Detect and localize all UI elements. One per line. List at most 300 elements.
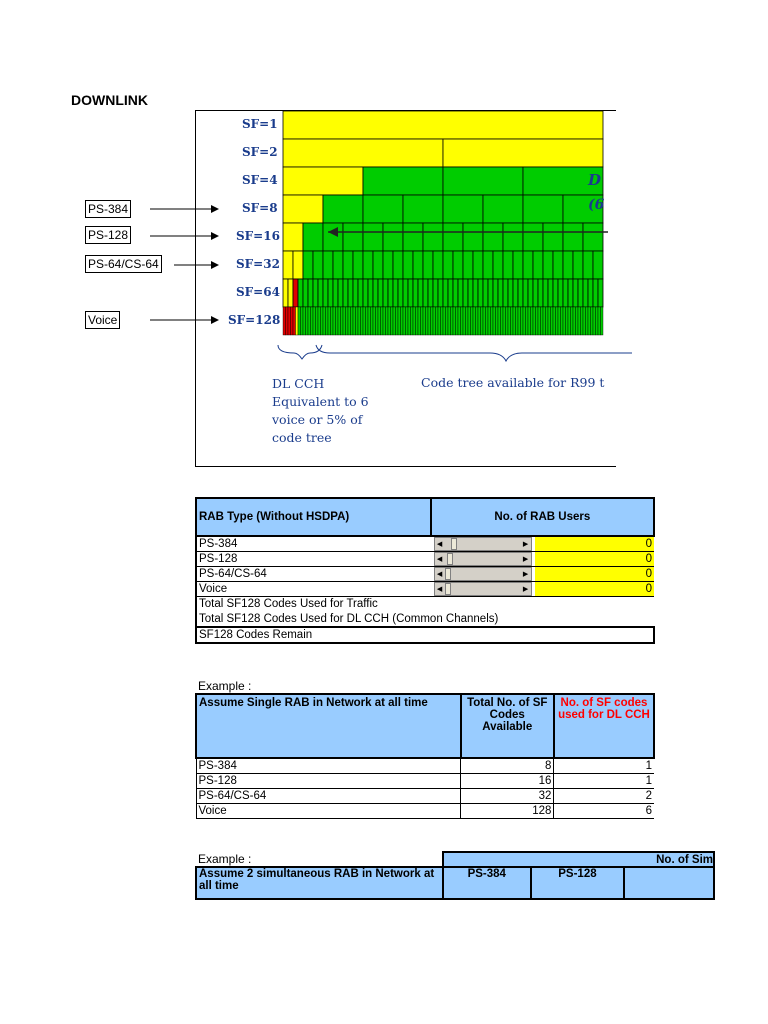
code-tree-cell bbox=[338, 279, 343, 307]
table2-row-total: 8 bbox=[461, 758, 554, 773]
code-tree-cell bbox=[513, 307, 516, 335]
table1-footer: Total SF128 Codes Used for DL CCH (Common Channels) bbox=[196, 612, 654, 627]
code-tree-cell bbox=[403, 279, 408, 307]
dl-cch-note-line-2: Equivalent to 6 bbox=[272, 394, 369, 409]
code-tree-cell bbox=[483, 251, 493, 279]
code-tree-cell bbox=[303, 279, 308, 307]
code-tree-cell bbox=[508, 279, 513, 307]
rab-box-voice: Voice bbox=[85, 311, 120, 329]
code-tree-cell bbox=[461, 307, 464, 335]
code-tree-cell bbox=[433, 279, 438, 307]
code-tree-cell bbox=[443, 167, 523, 195]
code-tree-cell bbox=[361, 307, 364, 335]
code-tree-cell bbox=[303, 307, 306, 335]
code-tree-cell bbox=[548, 279, 553, 307]
code-tree-cell bbox=[383, 307, 386, 335]
code-tree-cell bbox=[541, 307, 544, 335]
code-tree-cell bbox=[373, 251, 383, 279]
code-tree-cell bbox=[398, 279, 403, 307]
two-rab-table bbox=[195, 851, 713, 901]
users-slider-ps128[interactable] bbox=[434, 552, 532, 566]
single-rab-table bbox=[195, 693, 652, 821]
code-tree-cell bbox=[283, 307, 286, 335]
table2-row-cch: 1 bbox=[554, 773, 654, 788]
code-tree-cell bbox=[463, 307, 466, 335]
table2-row-total: 32 bbox=[461, 788, 554, 803]
table1-header-users: No. of RAB Users bbox=[431, 498, 654, 536]
table2-row-name: PS-384 bbox=[196, 758, 461, 773]
code-tree-cell bbox=[398, 307, 401, 335]
code-tree-cell bbox=[363, 167, 443, 195]
code-tree-cell bbox=[463, 223, 483, 251]
slider-right-icon[interactable]: ▶ bbox=[522, 586, 529, 593]
slider-left-icon[interactable]: ◀ bbox=[436, 586, 443, 593]
code-tree-cell bbox=[401, 307, 404, 335]
code-tree-cell bbox=[333, 279, 338, 307]
code-tree-cell bbox=[473, 279, 478, 307]
code-tree-cell bbox=[438, 279, 443, 307]
code-tree-cell bbox=[576, 307, 579, 335]
code-tree-cell bbox=[391, 307, 394, 335]
code-tree-cell bbox=[413, 279, 418, 307]
code-tree-cell bbox=[418, 279, 423, 307]
code-tree-cell bbox=[453, 279, 458, 307]
code-tree-cell bbox=[466, 307, 469, 335]
code-tree-cell bbox=[296, 307, 299, 335]
table2-row-cch: 6 bbox=[554, 803, 654, 818]
code-tree-cell bbox=[546, 307, 549, 335]
code-tree-cell bbox=[501, 307, 504, 335]
code-tree-cell bbox=[416, 307, 419, 335]
dl-cch-note bbox=[272, 375, 369, 447]
code-tree-cell bbox=[573, 279, 578, 307]
code-tree-cell bbox=[473, 251, 483, 279]
code-tree-cell bbox=[363, 307, 366, 335]
code-tree-cell bbox=[388, 307, 391, 335]
code-tree-cell bbox=[543, 279, 548, 307]
code-tree-cell bbox=[368, 279, 373, 307]
code-tree-cell bbox=[421, 307, 424, 335]
code-tree-cell bbox=[303, 251, 313, 279]
code-tree-cell bbox=[468, 279, 473, 307]
code-tree-cell bbox=[583, 251, 593, 279]
dl-cch-note-line-1: DL CCH bbox=[272, 376, 325, 391]
table1-row-name: PS-128 bbox=[196, 552, 431, 567]
code-tree-cell bbox=[373, 279, 378, 307]
sf-label-4: SF=4 bbox=[242, 173, 278, 187]
sf-label-64: SF=64 bbox=[236, 285, 280, 299]
code-tree-cell bbox=[428, 279, 433, 307]
code-tree-cell bbox=[353, 279, 358, 307]
code-tree-cell bbox=[448, 307, 451, 335]
code-tree-cell bbox=[323, 279, 328, 307]
code-tree-cell bbox=[583, 307, 586, 335]
code-tree-cell bbox=[498, 307, 501, 335]
code-tree-cell bbox=[318, 307, 321, 335]
code-tree-cell bbox=[411, 307, 414, 335]
available-note: Code tree available for R99 t bbox=[421, 375, 605, 390]
code-tree-cell bbox=[453, 307, 456, 335]
code-tree-cell bbox=[293, 279, 298, 307]
table1-footer: SF128 Codes Remain bbox=[196, 627, 654, 643]
code-tree-cell bbox=[588, 307, 591, 335]
code-tree-cell bbox=[403, 223, 423, 251]
code-tree-cell bbox=[353, 251, 363, 279]
code-tree-cell bbox=[521, 307, 524, 335]
code-tree-cell bbox=[333, 251, 343, 279]
code-tree-cell bbox=[518, 279, 523, 307]
code-tree-cell bbox=[383, 251, 393, 279]
sf-label-8: SF=8 bbox=[242, 201, 278, 215]
code-tree-cell bbox=[533, 307, 536, 335]
code-tree-cell bbox=[516, 307, 519, 335]
table1-footer: Total SF128 Codes Used for Traffic bbox=[196, 597, 654, 612]
code-tree-cell bbox=[363, 251, 373, 279]
code-tree-cell bbox=[356, 307, 359, 335]
code-tree-cell bbox=[403, 251, 413, 279]
table3-col3: PS-128 bbox=[531, 867, 625, 899]
code-tree-cell bbox=[306, 307, 309, 335]
code-tree-cell bbox=[323, 251, 333, 279]
code-tree-cell bbox=[463, 279, 468, 307]
table2-row-total: 128 bbox=[461, 803, 554, 818]
rab-box-ps384: PS-384 bbox=[85, 200, 131, 218]
code-tree-cell bbox=[488, 307, 491, 335]
code-tree-cell bbox=[573, 251, 583, 279]
code-tree-cell bbox=[363, 223, 383, 251]
code-tree-cell bbox=[538, 279, 543, 307]
code-tree-cell bbox=[591, 307, 594, 335]
code-tree-cell bbox=[406, 307, 409, 335]
code-tree-cell bbox=[601, 307, 604, 335]
code-tree-cell bbox=[376, 307, 379, 335]
code-tree-cell bbox=[511, 307, 514, 335]
code-tree-cell bbox=[596, 307, 599, 335]
code-tree-cell bbox=[553, 279, 558, 307]
code-tree-cell bbox=[506, 307, 509, 335]
code-tree-cell bbox=[543, 251, 553, 279]
code-tree-cell bbox=[523, 223, 543, 251]
code-tree-cell bbox=[503, 251, 513, 279]
code-tree-cell bbox=[353, 307, 356, 335]
code-tree-cell bbox=[513, 251, 523, 279]
code-tree-cell bbox=[413, 251, 423, 279]
table2-header-col3: No. of SF codes used for DL CCH bbox=[554, 694, 654, 758]
code-tree-cell bbox=[346, 307, 349, 335]
code-tree-cell bbox=[571, 307, 574, 335]
users-slider-voice[interactable] bbox=[434, 582, 532, 596]
code-tree-cell bbox=[443, 307, 446, 335]
code-tree-cell bbox=[563, 223, 583, 251]
code-tree-cell bbox=[551, 307, 554, 335]
slider-left-icon[interactable]: ◀ bbox=[436, 541, 443, 548]
code-tree-cell bbox=[403, 307, 406, 335]
code-tree-cell bbox=[498, 279, 503, 307]
code-tree-cell bbox=[393, 251, 403, 279]
code-tree-cell bbox=[413, 307, 416, 335]
code-tree-cell bbox=[593, 251, 603, 279]
code-tree-cell bbox=[333, 307, 336, 335]
code-tree-cell bbox=[423, 307, 426, 335]
code-tree-cell bbox=[458, 307, 461, 335]
code-tree-cell bbox=[408, 307, 411, 335]
code-tree-cell bbox=[458, 279, 463, 307]
dl-cch-note-line-4: code tree bbox=[272, 430, 332, 445]
code-tree-cell bbox=[311, 307, 314, 335]
code-tree-cell bbox=[358, 307, 361, 335]
code-tree-cell bbox=[503, 223, 523, 251]
table2-header-col1: Assume Single RAB in Network at all time bbox=[196, 694, 461, 758]
code-tree-cell bbox=[343, 279, 348, 307]
code-tree-cell bbox=[531, 307, 534, 335]
dl-cch-note-line-3: voice or 5% of bbox=[272, 412, 363, 427]
code-tree-cell bbox=[478, 307, 481, 335]
rab-box-ps128: PS-128 bbox=[85, 226, 131, 244]
code-tree-cell bbox=[373, 307, 376, 335]
code-tree-cell bbox=[348, 279, 353, 307]
code-tree-cell bbox=[508, 307, 511, 335]
code-tree-cell bbox=[448, 279, 453, 307]
code-tree-cell bbox=[433, 307, 436, 335]
table1-row-value[interactable]: 0 bbox=[535, 536, 654, 552]
code-tree-cell bbox=[423, 223, 443, 251]
sf-label-1: SF=1 bbox=[242, 117, 278, 131]
code-tree-cell bbox=[523, 195, 563, 223]
table1-row-value[interactable]: 0 bbox=[535, 552, 654, 567]
code-tree-cell bbox=[396, 307, 399, 335]
code-tree-cell bbox=[348, 307, 351, 335]
code-tree-cell bbox=[338, 307, 341, 335]
code-tree-cell bbox=[468, 307, 471, 335]
code-tree-cell bbox=[308, 307, 311, 335]
code-tree-cell bbox=[323, 195, 363, 223]
overlay-text-2: (6 bbox=[588, 197, 605, 213]
code-tree-cell bbox=[438, 307, 441, 335]
code-tree-cell bbox=[491, 307, 494, 335]
users-slider-ps64[interactable] bbox=[434, 567, 532, 581]
code-tree-cell bbox=[408, 279, 413, 307]
code-tree-cell bbox=[443, 223, 463, 251]
sf-label-2: SF=2 bbox=[242, 145, 278, 159]
code-tree-cell bbox=[303, 223, 323, 251]
code-tree-cell bbox=[283, 251, 293, 279]
code-tree-cell bbox=[441, 307, 444, 335]
code-tree-cell bbox=[336, 307, 339, 335]
table2-row-cch: 1 bbox=[554, 758, 654, 773]
sf-label-32: SF=32 bbox=[236, 257, 280, 271]
code-tree-cell bbox=[598, 279, 603, 307]
code-tree-cell bbox=[593, 279, 598, 307]
code-tree-cell bbox=[283, 139, 443, 167]
code-tree-cell bbox=[393, 307, 396, 335]
code-tree-cell bbox=[308, 279, 313, 307]
table2-row-name: PS-64/CS-64 bbox=[196, 788, 461, 803]
code-tree-cell bbox=[536, 307, 539, 335]
code-tree-cell bbox=[556, 307, 559, 335]
code-tree-cell bbox=[423, 279, 428, 307]
code-tree-cell bbox=[573, 307, 576, 335]
code-tree-cell bbox=[283, 167, 363, 195]
table2-row-name: Voice bbox=[196, 803, 461, 818]
code-tree-cell bbox=[476, 307, 479, 335]
code-tree-cell bbox=[343, 307, 346, 335]
code-tree-cell bbox=[483, 307, 486, 335]
code-tree-cell bbox=[358, 279, 363, 307]
code-tree-cell bbox=[526, 307, 529, 335]
users-slider-ps384[interactable] bbox=[434, 537, 532, 551]
code-tree-cell bbox=[528, 307, 531, 335]
code-tree-cell bbox=[316, 307, 319, 335]
rab-arrows bbox=[140, 195, 230, 335]
code-tree-cell bbox=[321, 307, 324, 335]
code-tree-cell bbox=[503, 279, 508, 307]
code-tree-cell bbox=[313, 251, 323, 279]
code-tree-cell bbox=[563, 279, 568, 307]
table2-row-cch: 2 bbox=[554, 788, 654, 803]
code-tree-cell bbox=[283, 195, 323, 223]
code-tree-cell bbox=[378, 279, 383, 307]
code-tree-cell bbox=[583, 279, 588, 307]
code-tree-cell bbox=[341, 307, 344, 335]
code-tree-cell bbox=[581, 307, 584, 335]
code-tree-cell bbox=[328, 307, 331, 335]
code-tree-cell bbox=[288, 307, 291, 335]
code-tree-cell bbox=[528, 279, 533, 307]
code-tree-cell bbox=[523, 279, 528, 307]
code-tree-cell bbox=[363, 279, 368, 307]
slider-right-icon[interactable]: ▶ bbox=[522, 556, 529, 563]
dl-cch-brace bbox=[278, 345, 322, 359]
code-tree-cell bbox=[383, 223, 403, 251]
code-tree-cell bbox=[326, 307, 329, 335]
table1-row-value[interactable]: 0 bbox=[535, 567, 654, 582]
table2-row-name: PS-128 bbox=[196, 773, 461, 788]
code-tree-cell bbox=[423, 251, 433, 279]
code-tree-cell bbox=[503, 307, 506, 335]
code-tree-cell bbox=[323, 223, 343, 251]
code-tree-cell bbox=[548, 307, 551, 335]
code-tree-cell bbox=[533, 251, 543, 279]
code-tree-cell bbox=[331, 307, 334, 335]
code-tree-cell bbox=[351, 307, 354, 335]
code-tree-cell bbox=[553, 307, 556, 335]
code-tree-cell bbox=[363, 195, 403, 223]
code-tree-cell bbox=[463, 251, 473, 279]
slider-left-icon[interactable]: ◀ bbox=[436, 571, 443, 578]
code-tree-cell bbox=[493, 307, 496, 335]
code-tree-cell bbox=[436, 307, 439, 335]
table3-col1: Assume 2 simultaneous RAB in Network at all time bbox=[196, 867, 443, 899]
code-tree-cell bbox=[286, 307, 289, 335]
table1-row-name: Voice bbox=[196, 582, 431, 597]
rab-users-table bbox=[195, 497, 652, 650]
table3-col2: PS-384 bbox=[443, 867, 531, 899]
code-tree-cell bbox=[583, 223, 603, 251]
code-tree-cell bbox=[313, 279, 318, 307]
code-tree-cell bbox=[543, 307, 546, 335]
code-tree-cell bbox=[481, 307, 484, 335]
table1-row-value[interactable]: 0 bbox=[535, 582, 654, 597]
table1-header-rab-type: RAB Type (Without HSDPA) bbox=[196, 498, 431, 536]
overlay-text-1: D bbox=[588, 171, 602, 189]
code-tree-cell bbox=[553, 251, 563, 279]
code-tree-cell bbox=[538, 307, 541, 335]
table2-header-col2: Total No. of SF Codes Available bbox=[461, 694, 554, 758]
code-tree-cell bbox=[426, 307, 429, 335]
code-tree-cell bbox=[446, 307, 449, 335]
code-tree-cell bbox=[578, 279, 583, 307]
code-tree-cell bbox=[313, 307, 316, 335]
sf-label-128: SF=128 bbox=[228, 313, 281, 327]
code-tree-cell bbox=[433, 251, 443, 279]
code-tree-cell bbox=[493, 251, 503, 279]
code-tree-cell bbox=[288, 279, 293, 307]
code-tree-cell bbox=[283, 279, 288, 307]
code-tree-cell bbox=[533, 279, 538, 307]
available-brace bbox=[316, 345, 632, 361]
code-tree-cell bbox=[578, 307, 581, 335]
code-tree-figure bbox=[195, 110, 616, 467]
code-tree-cell bbox=[483, 223, 503, 251]
code-tree-cell bbox=[283, 223, 303, 251]
slider-left-icon[interactable]: ◀ bbox=[436, 556, 443, 563]
code-tree-cell bbox=[298, 307, 301, 335]
code-tree-cell bbox=[563, 307, 566, 335]
code-tree-cell bbox=[493, 279, 498, 307]
table3-caption: Example : bbox=[198, 852, 252, 866]
code-tree-cell bbox=[283, 111, 603, 139]
code-tree-cell bbox=[568, 307, 571, 335]
code-tree-cell bbox=[383, 279, 388, 307]
code-tree-cell bbox=[381, 307, 384, 335]
code-tree-cell bbox=[518, 307, 521, 335]
sf-label-16: SF=16 bbox=[236, 229, 280, 243]
code-tree-cell bbox=[418, 307, 421, 335]
code-tree-cell bbox=[293, 307, 296, 335]
code-tree-cell bbox=[443, 251, 453, 279]
code-tree-cell bbox=[371, 307, 374, 335]
code-tree-cell bbox=[443, 279, 448, 307]
code-tree-cell bbox=[451, 307, 454, 335]
code-tree-cell bbox=[456, 307, 459, 335]
code-tree-cell bbox=[443, 139, 603, 167]
table2-row-total: 16 bbox=[461, 773, 554, 788]
code-tree-cell bbox=[291, 307, 294, 335]
code-tree-cell bbox=[473, 307, 476, 335]
code-tree-cell bbox=[386, 307, 389, 335]
rab-box-ps64-cs64: PS-64/CS-64 bbox=[85, 255, 162, 273]
code-tree-cell bbox=[488, 279, 493, 307]
code-tree-cell bbox=[323, 307, 326, 335]
code-tree-cell bbox=[561, 307, 564, 335]
slider-right-icon[interactable]: ▶ bbox=[522, 541, 529, 548]
table3-top-header: No. of Sim bbox=[443, 852, 714, 867]
table1-row-name: PS-64/CS-64 bbox=[196, 567, 431, 582]
code-tree-cell bbox=[496, 307, 499, 335]
code-tree-cell bbox=[431, 307, 434, 335]
code-tree-cell bbox=[378, 307, 381, 335]
code-tree-cell bbox=[523, 307, 526, 335]
code-tree-cell bbox=[543, 223, 563, 251]
slider-right-icon[interactable]: ▶ bbox=[522, 571, 529, 578]
code-tree-cell bbox=[523, 251, 533, 279]
code-tree-cell bbox=[483, 195, 523, 223]
code-tree-cell bbox=[598, 307, 601, 335]
code-tree-cell bbox=[478, 279, 483, 307]
code-tree-cell bbox=[366, 307, 369, 335]
code-tree-cell bbox=[318, 279, 323, 307]
code-tree-cell bbox=[343, 223, 363, 251]
